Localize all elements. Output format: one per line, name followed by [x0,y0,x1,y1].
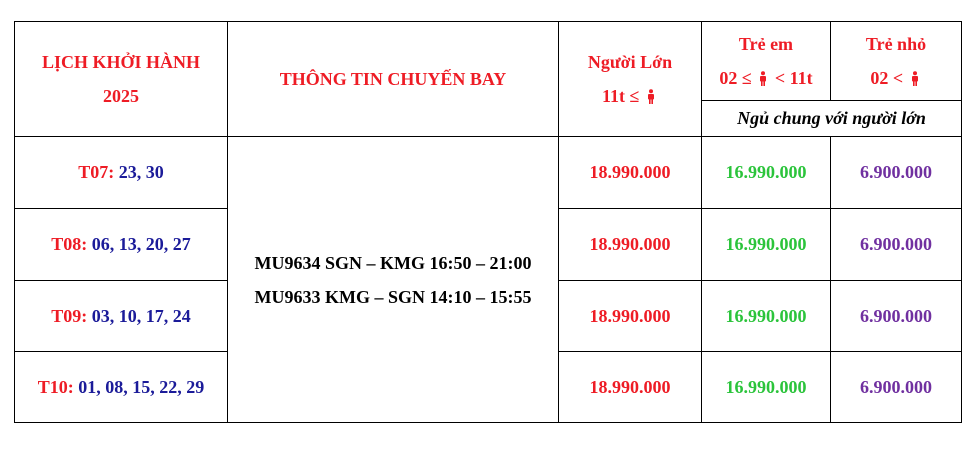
departure-dates [15,209,228,281]
date-list: 23, 30 [118,162,164,182]
month-label: T07: [78,162,115,182]
date-list: 01, 08, 15, 22, 29 [78,376,205,397]
adult-age-label: 11t ≤ [602,86,640,106]
person-icon [910,71,920,86]
date-list: 03, 10, 17, 24 [91,305,191,326]
adult-price: 18.990.000 [559,137,702,209]
infant-header-title: Trẻ nhỏ [865,34,927,54]
adult-header [559,22,702,137]
outbound-flight: MU9634 SGN – KMG 16:50 – 21:00 [254,252,532,273]
price-table [14,21,962,423]
adult-price: 18.990.000 [559,352,702,423]
flight-info [228,137,559,423]
shared-bed-note: Ngủ chung với người lớn [702,101,962,137]
departure-dates [15,281,228,352]
adult-price: 18.990.000 [559,209,702,281]
child-age-prefix: 02 ≤ [719,68,752,88]
child-header-title: Trẻ em [738,34,794,54]
month-label: T10: [37,376,74,397]
infant-age-prefix: 02 < [870,68,904,88]
child-price: 16.990.000 [702,137,831,209]
departure-dates [15,352,228,423]
header-row [15,22,962,101]
child-header-age [702,61,830,95]
child-price: 16.990.000 [702,209,831,281]
table-row [15,137,962,209]
month-label: T09: [51,305,88,326]
departure-dates [15,137,228,209]
infant-price: 6.900.000 [831,352,962,423]
adult-header-title: Người Lớn [587,52,673,72]
person-icon [758,71,768,86]
child-header [702,22,831,101]
return-flight: MU9633 KMG – SGN 14:10 – 15:55 [254,286,532,307]
month-label: T08: [51,234,88,254]
infant-header-age [831,61,961,95]
schedule-header-title: LỊCH KHỞI HÀNH [41,52,201,72]
schedule-header [15,22,228,137]
date-list: 06, 13, 20, 27 [91,234,191,254]
infant-price: 6.900.000 [831,281,962,352]
infant-price: 6.900.000 [831,137,962,209]
flight-info-header: THÔNG TIN CHUYẾN BAY [228,22,559,137]
child-price: 16.990.000 [702,281,831,352]
child-price: 16.990.000 [702,352,831,423]
infant-header [831,22,962,101]
adult-price: 18.990.000 [559,281,702,352]
person-icon [646,89,656,104]
child-age-suffix: < 11t [774,68,813,88]
infant-price: 6.900.000 [831,209,962,281]
adult-header-age [559,79,701,113]
schedule-header-year: 2025 [103,86,139,106]
